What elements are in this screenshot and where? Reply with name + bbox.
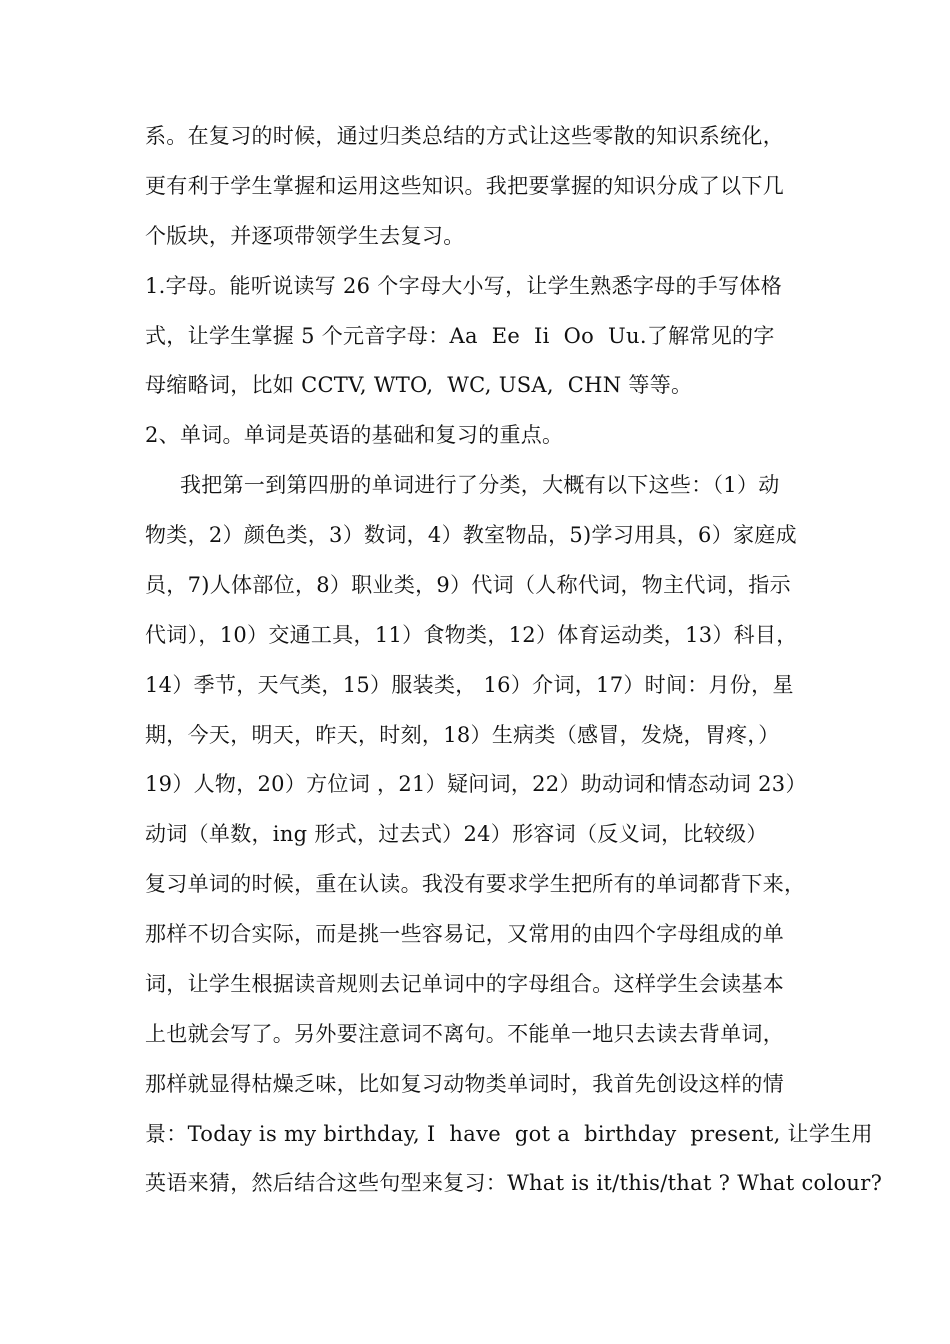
text-line-6: 母缩略词，比如 CCTV, WTO, WC, USA, CHN 等等。 [145,373,693,397]
text-line-2: 更有利于学生掌握和运用这些知识。我把要掌握的知识分成了以下几 [145,174,784,198]
text-line-11: 代词），10）交通工具，11）食物类，12）体育运动类，13）科目， [145,623,798,647]
text-line-10: 员，7)人体部位，8）职业类，9）代词（人称代词，物主代词，指示 [145,573,791,597]
text-line-5: 式，让学生掌握 5 个元音字母：Aa Ee Ii Oo Uu.了解常见的字 [145,324,775,348]
text-line-20: 那样就显得枯燥乏味，比如复习动物类单词时，我首先创设这样的情 [145,1072,784,1096]
text-line-12: 14）季节，天气类，15）服装类， 16）介词，17）时间：月份，星 [145,673,794,697]
text-line-13: 期，今天，明天，昨天，时刻，18）生病类（感冒，发烧，胃疼，） [145,723,780,747]
text-line-16: 复习单词的时候，重在认读。我没有要求学生把所有的单词都背下来， [145,872,806,896]
text-line-3: 个版块，并逐项带领学生去复习。 [145,224,465,248]
text-line-18: 词，让学生根据读音规则去记单词中的字母组合。这样学生会读基本 [145,972,784,996]
text-line-21: 景：Today is my birthday, I have got a birthday present, 让学生用 [145,1122,873,1146]
text-line-8: 我把第一到第四册的单词进行了分类，大概有以下这些：（1）动 [180,473,780,497]
text-line-14: 19）人物，20）方位词 ，21）疑问词，22）助动词和情态动词 23） [145,772,807,796]
text-line-15: 动词（单数，ing 形式，过去式）24）形容词（反义词，比较级） [145,822,768,846]
text-line-22: 英语来猜，然后结合这些句型来复习：What is it/this/that ? What colour? [145,1171,883,1195]
text-line-1: 系。在复习的时候，通过归类总结的方式让这些零散的知识系统化， [145,124,784,148]
text-line-17: 那样不切合实际，而是挑一些容易记，又常用的由四个字母组成的单 [145,922,784,946]
text-line-9: 物类，2）颜色类，3）数词，4）教室物品，5)学习用具，6）家庭成 [145,523,797,547]
text-line-7: 2、单词。单词是英语的基础和复习的重点。 [145,423,564,447]
text-line-4: 1.字母。能听说读写 26 个字母大小写，让学生熟悉字母的手写体格 [145,274,783,298]
text-line-19: 上也就会写了。另外要注意词不离句。不能单一地只去读去背单词， [145,1022,784,1046]
